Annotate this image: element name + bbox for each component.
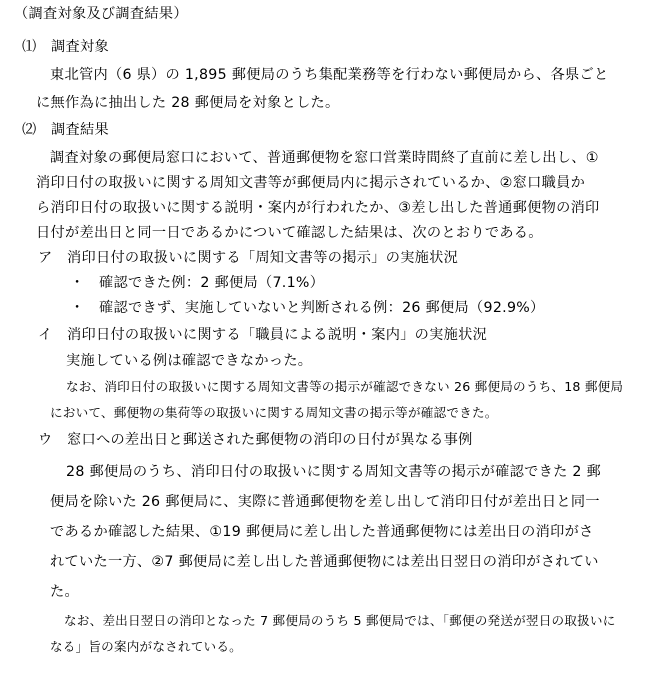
item-c-title: ウ 窓口への差出日と郵送された郵便物の消印の日付が異なる事例 (38, 432, 473, 448)
section-1-body-line: に無作為に抽出した 28 郵便局を対象とした。 (36, 95, 340, 111)
item-c-body-line: 28 郵便局のうち、消印日付の取扱いに関する周知文書等の掲示が確認できた 2 郵 (66, 464, 601, 480)
item-b-body: 実施している例は確認できなかった。 (66, 353, 313, 369)
item-a-bullet: ・ 確認できた例：2 郵便局（7.1%） (70, 275, 325, 291)
item-c-body-line: れていた一方、②7 郵便局に差し出した普通郵便物には差出日翌日の消印がされてい (50, 554, 599, 570)
item-a-bullet: ・ 確認できず、実施していないと判断される例：26 郵便局（92.9%） (70, 300, 545, 316)
item-c-body-line: 便局を除いた 26 郵便局に、実際に普通郵便物を差し出して消印日付が差出日と同一 (50, 494, 600, 510)
section-2-intro-line: 消印日付の取扱いに関する周知文書等が郵便局内に掲示されているか、②窓口職員か (36, 175, 586, 191)
section-1-body-line: 東北管内（6 県）の 1,895 郵便局のうち集配業務等を行わない郵便局から、各県ごと (50, 67, 609, 83)
item-c-body-line: であるか確認した結果、①19 郵便局に差し出した普通郵便物には差出日の消印がさ (50, 524, 594, 540)
section-2-intro-line: ら消印日付の取扱いに関する説明・案内が行われたか、③差し出した普通郵便物の消印 (36, 200, 600, 216)
item-c-body-line: た。 (50, 584, 79, 600)
item-b-title: イ 消印日付の取扱いに関する「職員による説明・案内」の実施状況 (38, 327, 488, 343)
section-2-title: ⑵ 調査結果 (22, 122, 109, 138)
page-heading: （調査対象及び調査結果） (14, 6, 188, 22)
item-c-note-line: なる」旨の案内がなされている。 (50, 639, 242, 654)
item-b-note-line: なお、消印日付の取扱いに関する周知文書等の掲示が確認できない 26 郵便局のうち、18 郵便局 (66, 379, 624, 394)
section-2-intro-line: 調査対象の郵便局窓口において、普通郵便物を窓口営業時間終了直前に差し出し、① (50, 150, 599, 166)
item-a-title: ア 消印日付の取扱いに関する「周知文書等の掲示」の実施状況 (38, 250, 459, 266)
section-2-intro-line: 日付が差出日と同一日であるかについて確認した結果は、次のとおりである。 (36, 225, 543, 241)
section-1-title: ⑴ 調査対象 (22, 39, 109, 55)
item-b-note-line: において、郵便物の集荷等の取扱いに関する周知文書の掲示等が確認できた。 (50, 405, 498, 420)
item-c-note-line: なお、差出日翌日の消印となった 7 郵便局のうち 5 郵便局では、「郵便の発送が翌日の取扱いに (64, 613, 616, 628)
